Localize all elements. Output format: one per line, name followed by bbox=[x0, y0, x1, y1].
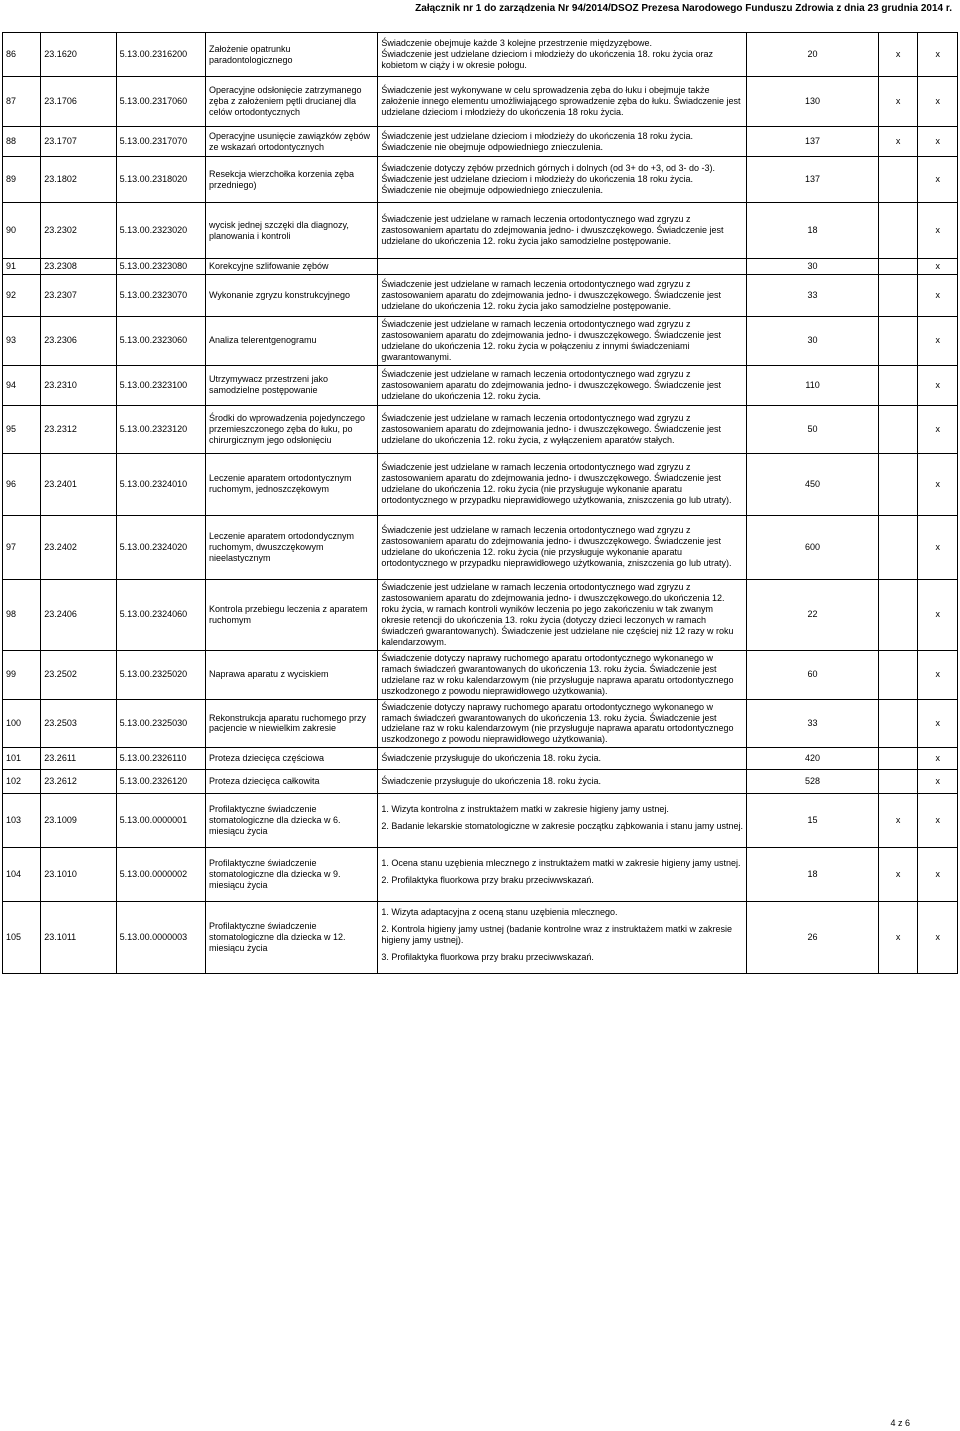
service-name: Utrzymywacz przestrzeni jako samodzielne postępowanie bbox=[205, 365, 377, 405]
procedure-code: 23.1707 bbox=[41, 127, 116, 157]
points-value: 15 bbox=[747, 794, 879, 848]
service-name: Resekcja wierzchołka korzenia zęba przedniego) bbox=[205, 157, 377, 203]
points-value: 528 bbox=[747, 770, 879, 794]
nfz-code: 5.13.00.2326110 bbox=[116, 748, 205, 770]
marker-x-1 bbox=[878, 770, 918, 794]
marker-x-1 bbox=[878, 259, 918, 275]
table-row bbox=[3, 274, 958, 316]
service-description bbox=[378, 699, 747, 748]
marker-x-2: x bbox=[918, 33, 958, 77]
nfz-code: 5.13.00.2323100 bbox=[116, 365, 205, 405]
points-value: 20 bbox=[747, 33, 879, 77]
procedure-code: 23.2611 bbox=[41, 748, 116, 770]
row-number: 93 bbox=[3, 316, 41, 365]
service-name: Analiza telerentgenogramu bbox=[205, 316, 377, 365]
description-paragraph: Świadczenie jest udzielane dzieciom i młodzieży do ukończenia 18. roku życia oraz kobietom w ciąży i w okresie połogu. bbox=[381, 49, 713, 70]
procedure-code: 23.2308 bbox=[41, 259, 116, 275]
table-row bbox=[3, 77, 958, 127]
procedure-code: 23.2612 bbox=[41, 770, 116, 794]
marker-x-1 bbox=[878, 405, 918, 453]
table-row bbox=[3, 794, 958, 848]
document-header: Załącznik nr 1 do zarządzenia Nr 94/2014/DSOZ Prezesa Narodowego Funduszu Zdrowia z dnia 23 grudnia 2014 r. bbox=[415, 3, 952, 14]
marker-x-2: x bbox=[918, 650, 958, 699]
service-description bbox=[378, 453, 747, 515]
points-value: 30 bbox=[747, 316, 879, 365]
service-name: Leczenie aparatem ortodondycznym ruchomym, dwuszczękowym nieelastycznym bbox=[205, 515, 377, 579]
nfz-code: 5.13.00.0000001 bbox=[116, 794, 205, 848]
marker-x-1: x bbox=[878, 902, 918, 974]
description-paragraph: 3. Profilaktyka fluorkowa przy braku przeciwwskazań. bbox=[381, 951, 594, 962]
service-description bbox=[378, 515, 747, 579]
description-paragraph: Świadczenie jest udzielane w ramach leczenia ortodontycznego wad zgryzu z zastosowaniem aparatu do zdejmowania jedno- i dwuszczękowego.do ukończenia 12. roku życia, w ramach kontroli wyników leczenia po jego zakończeniu w tak zwanym okresie retencji do ukończenia 13. roku życia (dotyczy dzieci leczonych w ramach świadczeń gwarantowanych). Świadczenie jest udzielane nie częściej niż 12 razy w roku kalendarzowym. bbox=[381, 581, 734, 647]
service-description bbox=[378, 770, 747, 794]
points-value: 137 bbox=[747, 127, 879, 157]
marker-x-1 bbox=[878, 203, 918, 259]
marker-x-2: x bbox=[918, 453, 958, 515]
description-paragraph: Świadczenie jest wykonywane w celu sprowadzenia zęba do łuku i obejmuje także założenie innego elementu umożliwiającego sprowadzenie zęba do łuku. Świadczenie jest udzielane dzieciom i młodzieży do ukończenia 18 roku życia. bbox=[381, 85, 741, 117]
description-paragraph: 1. Ocena stanu uzębienia mlecznego z instruktażem matki w zakresie higieny jamy ustnej. bbox=[381, 857, 741, 868]
description-paragraph: 2. Badanie lekarskie stomatologiczne w zakresie początku ząbkowania i stanu jamy ustnej. bbox=[381, 820, 744, 831]
service-description bbox=[378, 365, 747, 405]
description-paragraph: Świadczenie jest udzielane w ramach leczenia ortodontycznego wad zgryzu z zastosowaniem aparatu do zdejmowania jedno- i dwuszczękowego. Świadczenie jest udzielane do ukończenia 12. roku życia. bbox=[381, 368, 722, 401]
nfz-code: 5.13.00.2317070 bbox=[116, 127, 205, 157]
table-row bbox=[3, 127, 958, 157]
points-value: 18 bbox=[747, 848, 879, 902]
points-value: 450 bbox=[747, 453, 879, 515]
row-number: 104 bbox=[3, 848, 41, 902]
description-paragraph: Świadczenie dotyczy zębów przednich górnych i dolnych (od 3+ do +3, od 3- do -3). Świadczenie jest udzielane dzieciom i młodzieży do ukończenia 18 roku życia. Świadczenie nie obejmuje odpowiedniego znieczulenia. bbox=[381, 163, 716, 195]
description-paragraph: Świadczenie jest udzielane w ramach leczenia ortodontycznego wad zgryzu z zastosowaniem aparatu do zdejmowania jedno- i dwuszczękowego. Świadczenie jest udzielane do ukończenia 12. roku życia (nie przysługuje wykonanie aparatu ortodontycznego w przypadku nieprawidłowego użytkowania, zniszczenia go lub utraty). bbox=[381, 462, 732, 506]
marker-x-1 bbox=[878, 453, 918, 515]
service-description bbox=[378, 748, 747, 770]
nfz-code: 5.13.00.2323120 bbox=[116, 405, 205, 453]
service-description bbox=[378, 157, 747, 203]
marker-x-2: x bbox=[918, 77, 958, 127]
service-name: Środki do wprowadzenia pojedynczego przemieszczonego zęba do łuku, po chirurgicznym jego odsłonięciu bbox=[205, 405, 377, 453]
points-value: 110 bbox=[747, 365, 879, 405]
service-name: Proteza dziecięca całkowita bbox=[205, 770, 377, 794]
table-row bbox=[3, 770, 958, 794]
points-value: 130 bbox=[747, 77, 879, 127]
points-value: 33 bbox=[747, 274, 879, 316]
marker-x-2: x bbox=[918, 848, 958, 902]
description-paragraph: Świadczenie dotyczy naprawy ruchomego aparatu ortodontycznego wykonanego w ramach świadczeń gwarantowanych do ukończenia 13. roku życia. Świadczenie jest udzielane raz w roku kalendarzowym (nie przysługuje naprawa aparatu ortodontycznego uszkodzonego z powodu nieprawidłowego użytkowania). bbox=[381, 701, 734, 745]
service-name: Wykonanie zgryzu konstrukcyjnego bbox=[205, 274, 377, 316]
services-table bbox=[2, 32, 958, 974]
marker-x-2: x bbox=[918, 579, 958, 650]
row-number: 100 bbox=[3, 699, 41, 748]
row-number: 86 bbox=[3, 33, 41, 77]
services-table-body bbox=[3, 33, 958, 974]
description-paragraph: Świadczenie dotyczy naprawy ruchomego aparatu ortodontycznego wykonanego w ramach świadczeń gwarantowanych do ukończenia 13. roku życia. Świadczenie jest udzielane raz w roku kalendarzowym (nie przysługuje naprawa aparatu ortodontycznego uszkodzonego z powodu nieprawidłowego użytkowania). bbox=[381, 652, 734, 696]
service-name: Operacyjne odsłonięcie zatrzymanego zęba z założeniem pętli drucianej dla celów ortodontycznych bbox=[205, 77, 377, 127]
marker-x-1 bbox=[878, 157, 918, 203]
description-paragraph: Świadczenie jest udzielane w ramach leczenia ortodontycznego wad zgryzu z zastosowaniem apartatu do zdejmowania jedno- i dwuszczękowego. Świadczenie jest udzielane do ukończenia 12. roku życia jako samodzielne postępowanie. bbox=[381, 214, 724, 246]
marker-x-2: x bbox=[918, 316, 958, 365]
marker-x-2: x bbox=[918, 259, 958, 275]
nfz-code: 5.13.00.2326120 bbox=[116, 770, 205, 794]
marker-x-2: x bbox=[918, 902, 958, 974]
service-name: Profilaktyczne świadczenie stomatologiczne dla dziecka w 12. miesiącu życia bbox=[205, 902, 377, 974]
procedure-code: 23.1011 bbox=[41, 902, 116, 974]
procedure-code: 23.2306 bbox=[41, 316, 116, 365]
procedure-code: 23.1010 bbox=[41, 848, 116, 902]
table-row bbox=[3, 316, 958, 365]
service-name: Profilaktyczne świadczenie stomatologiczne dla dziecka w 9. miesiącu życia bbox=[205, 848, 377, 902]
procedure-code: 23.2503 bbox=[41, 699, 116, 748]
description-paragraph: Świadczenie przysługuje do ukończenia 18. roku życia. bbox=[381, 776, 601, 787]
service-description bbox=[378, 579, 747, 650]
points-value: 26 bbox=[747, 902, 879, 974]
marker-x-1: x bbox=[878, 33, 918, 77]
row-number: 91 bbox=[3, 259, 41, 275]
procedure-code: 23.2502 bbox=[41, 650, 116, 699]
row-number: 102 bbox=[3, 770, 41, 794]
description-paragraph: Świadczenie obejmuje każde 3 kolejne przestrzenie międzyzębowe. bbox=[381, 38, 652, 49]
table-row bbox=[3, 203, 958, 259]
service-name: Operacyjne usunięcie zawiązków zębów ze wskazań ortodontycznych bbox=[205, 127, 377, 157]
description-paragraph: Świadczenie jest udzielane w ramach leczenia ortodontycznego wad zgryzu z zastosowaniem aparatu do zdejmowania jedno- i dwuszczękowego. Świadczenie jest udzielane do ukończenia 12. roku życia, z wyłączeniem aparatów stałych. bbox=[381, 412, 722, 445]
procedure-code: 23.1620 bbox=[41, 33, 116, 77]
service-name: Rekonstrukcja aparatu ruchomego przy pacjencie w niewielkim zakresie bbox=[205, 699, 377, 748]
service-description bbox=[378, 848, 747, 902]
marker-x-1: x bbox=[878, 848, 918, 902]
marker-x-2: x bbox=[918, 157, 958, 203]
marker-x-1: x bbox=[878, 77, 918, 127]
nfz-code: 5.13.00.2323060 bbox=[116, 316, 205, 365]
table-row bbox=[3, 748, 958, 770]
marker-x-2: x bbox=[918, 127, 958, 157]
row-number: 99 bbox=[3, 650, 41, 699]
service-name: Kontrola przebiegu leczenia z aparatem ruchomym bbox=[205, 579, 377, 650]
table-row bbox=[3, 157, 958, 203]
marker-x-1 bbox=[878, 579, 918, 650]
row-number: 98 bbox=[3, 579, 41, 650]
points-value: 18 bbox=[747, 203, 879, 259]
row-number: 105 bbox=[3, 902, 41, 974]
row-number: 88 bbox=[3, 127, 41, 157]
marker-x-1 bbox=[878, 650, 918, 699]
nfz-code: 5.13.00.2325020 bbox=[116, 650, 205, 699]
table-row bbox=[3, 579, 958, 650]
points-value: 600 bbox=[747, 515, 879, 579]
service-name: wycisk jednej szczęki dla diagnozy, planowania i kontroli bbox=[205, 203, 377, 259]
procedure-code: 23.2406 bbox=[41, 579, 116, 650]
procedure-code: 23.1706 bbox=[41, 77, 116, 127]
nfz-code: 5.13.00.2325030 bbox=[116, 699, 205, 748]
table-row bbox=[3, 405, 958, 453]
nfz-code: 5.13.00.2324010 bbox=[116, 453, 205, 515]
marker-x-2: x bbox=[918, 794, 958, 848]
service-description bbox=[378, 274, 747, 316]
nfz-code: 5.13.00.2317060 bbox=[116, 77, 205, 127]
nfz-code: 5.13.00.2316200 bbox=[116, 33, 205, 77]
procedure-code: 23.2307 bbox=[41, 274, 116, 316]
row-number: 92 bbox=[3, 274, 41, 316]
marker-x-1 bbox=[878, 274, 918, 316]
marker-x-1 bbox=[878, 699, 918, 748]
service-description bbox=[378, 902, 747, 974]
marker-x-2: x bbox=[918, 405, 958, 453]
row-number: 96 bbox=[3, 453, 41, 515]
points-value: 30 bbox=[747, 259, 879, 275]
marker-x-1 bbox=[878, 515, 918, 579]
nfz-code: 5.13.00.2323080 bbox=[116, 259, 205, 275]
nfz-code: 5.13.00.0000002 bbox=[116, 848, 205, 902]
marker-x-1 bbox=[878, 748, 918, 770]
description-paragraph: Świadczenie jest udzielane w ramach leczenia ortodontycznego wad zgryzu z zastosowaniem aparatu do zdejmowania jedno- i dwuszczękowego. Świadczenie jest udzielane do ukończenia 12. roku życia (nie przysługuje wykonanie aparatu ortodontycznego w przypadku nieprawidłowego użytkowania, zniszczenia go lub utraty). bbox=[381, 525, 732, 569]
table-row bbox=[3, 515, 958, 579]
nfz-code: 5.13.00.2324020 bbox=[116, 515, 205, 579]
service-name: Korekcyjne szlifowanie zębów bbox=[205, 259, 377, 275]
service-description bbox=[378, 316, 747, 365]
nfz-code: 5.13.00.2323070 bbox=[116, 274, 205, 316]
table-row bbox=[3, 33, 958, 77]
procedure-code: 23.1009 bbox=[41, 794, 116, 848]
procedure-code: 23.2310 bbox=[41, 365, 116, 405]
service-name: Leczenie aparatem ortodontycznym ruchomym, jednoszczękowym bbox=[205, 453, 377, 515]
nfz-code: 5.13.00.2324060 bbox=[116, 579, 205, 650]
service-name: Założenie opatrunku paradontologicznego bbox=[205, 33, 377, 77]
marker-x-2: x bbox=[918, 770, 958, 794]
procedure-code: 23.2401 bbox=[41, 453, 116, 515]
description-paragraph: Świadczenie jest udzielane w ramach leczenia ortodontycznego wad zgryzu z zastosowaniem aparatu do zdejmowania jedno- i dwuszczękowego. Świadczenie jest udzielane do ukończenia 12. roku życia w połączeniu z innymi świadczeniami gwarantowanymi. bbox=[381, 318, 722, 362]
service-name: Profilaktyczne świadczenie stomatologiczne dla dziecka w 6. miesiącu życia bbox=[205, 794, 377, 848]
marker-x-2: x bbox=[918, 203, 958, 259]
marker-x-1 bbox=[878, 316, 918, 365]
marker-x-1: x bbox=[878, 127, 918, 157]
marker-x-2: x bbox=[918, 748, 958, 770]
table-row bbox=[3, 650, 958, 699]
row-number: 101 bbox=[3, 748, 41, 770]
table-row bbox=[3, 699, 958, 748]
points-value: 420 bbox=[747, 748, 879, 770]
description-paragraph: 1. Wizyta kontrolna z instruktażem matki w zakresie higieny jamy ustnej. bbox=[381, 803, 669, 814]
points-value: 60 bbox=[747, 650, 879, 699]
row-number: 103 bbox=[3, 794, 41, 848]
table-row bbox=[3, 902, 958, 974]
nfz-code: 5.13.00.0000003 bbox=[116, 902, 205, 974]
service-name: Naprawa aparatu z wyciskiem bbox=[205, 650, 377, 699]
marker-x-2: x bbox=[918, 365, 958, 405]
procedure-code: 23.2302 bbox=[41, 203, 116, 259]
description-paragraph: Świadczenie przysługuje do ukończenia 18. roku życia. bbox=[381, 753, 601, 764]
marker-x-2: x bbox=[918, 699, 958, 748]
row-number: 97 bbox=[3, 515, 41, 579]
points-value: 33 bbox=[747, 699, 879, 748]
table-row bbox=[3, 259, 958, 275]
points-value: 22 bbox=[747, 579, 879, 650]
row-number: 95 bbox=[3, 405, 41, 453]
points-value: 50 bbox=[747, 405, 879, 453]
service-description bbox=[378, 127, 747, 157]
page-number: 4 z 6 bbox=[890, 1418, 910, 1428]
service-description bbox=[378, 650, 747, 699]
points-value: 137 bbox=[747, 157, 879, 203]
marker-x-1 bbox=[878, 365, 918, 405]
procedure-code: 23.2402 bbox=[41, 515, 116, 579]
description-paragraph: 1. Wizyta adaptacyjna z oceną stanu uzębienia mlecznego. bbox=[381, 906, 618, 917]
row-number: 87 bbox=[3, 77, 41, 127]
service-description bbox=[378, 203, 747, 259]
marker-x-1: x bbox=[878, 794, 918, 848]
service-description bbox=[378, 33, 747, 77]
table-row bbox=[3, 365, 958, 405]
row-number: 89 bbox=[3, 157, 41, 203]
service-description bbox=[378, 259, 747, 275]
service-description bbox=[378, 77, 747, 127]
service-name: Proteza dziecięca częściowa bbox=[205, 748, 377, 770]
marker-x-2: x bbox=[918, 274, 958, 316]
description-paragraph: 2. Kontrola higieny jamy ustnej (badanie kontrolne wraz z instruktażem matki w zakresie higieny jamy ustnej). bbox=[381, 923, 732, 945]
description-paragraph: Świadczenie jest udzielane dzieciom i młodzieży do ukończenia 18 roku życia. Świadczenie nie obejmuje odpowiedniego znieczulenia. bbox=[381, 130, 693, 152]
row-number: 94 bbox=[3, 365, 41, 405]
marker-x-2: x bbox=[918, 515, 958, 579]
nfz-code: 5.13.00.2323020 bbox=[116, 203, 205, 259]
nfz-code: 5.13.00.2318020 bbox=[116, 157, 205, 203]
table-row bbox=[3, 453, 958, 515]
procedure-code: 23.2312 bbox=[41, 405, 116, 453]
procedure-code: 23.1802 bbox=[41, 157, 116, 203]
row-number: 90 bbox=[3, 203, 41, 259]
service-description bbox=[378, 794, 747, 848]
description-paragraph: Świadczenie jest udzielane w ramach leczenia ortodontycznego wad zgryzu z zastosowaniem aparatu do zdejmowania jedno- i dwuszczękowego. Świadczenie jest udzielane do ukończenia 12. roku życia jako samodzielne postępowanie. bbox=[381, 279, 722, 311]
table-row bbox=[3, 848, 958, 902]
service-description bbox=[378, 405, 747, 453]
description-paragraph: 2. Profilaktyka fluorkowa przy braku przeciwwskazań. bbox=[381, 874, 594, 885]
